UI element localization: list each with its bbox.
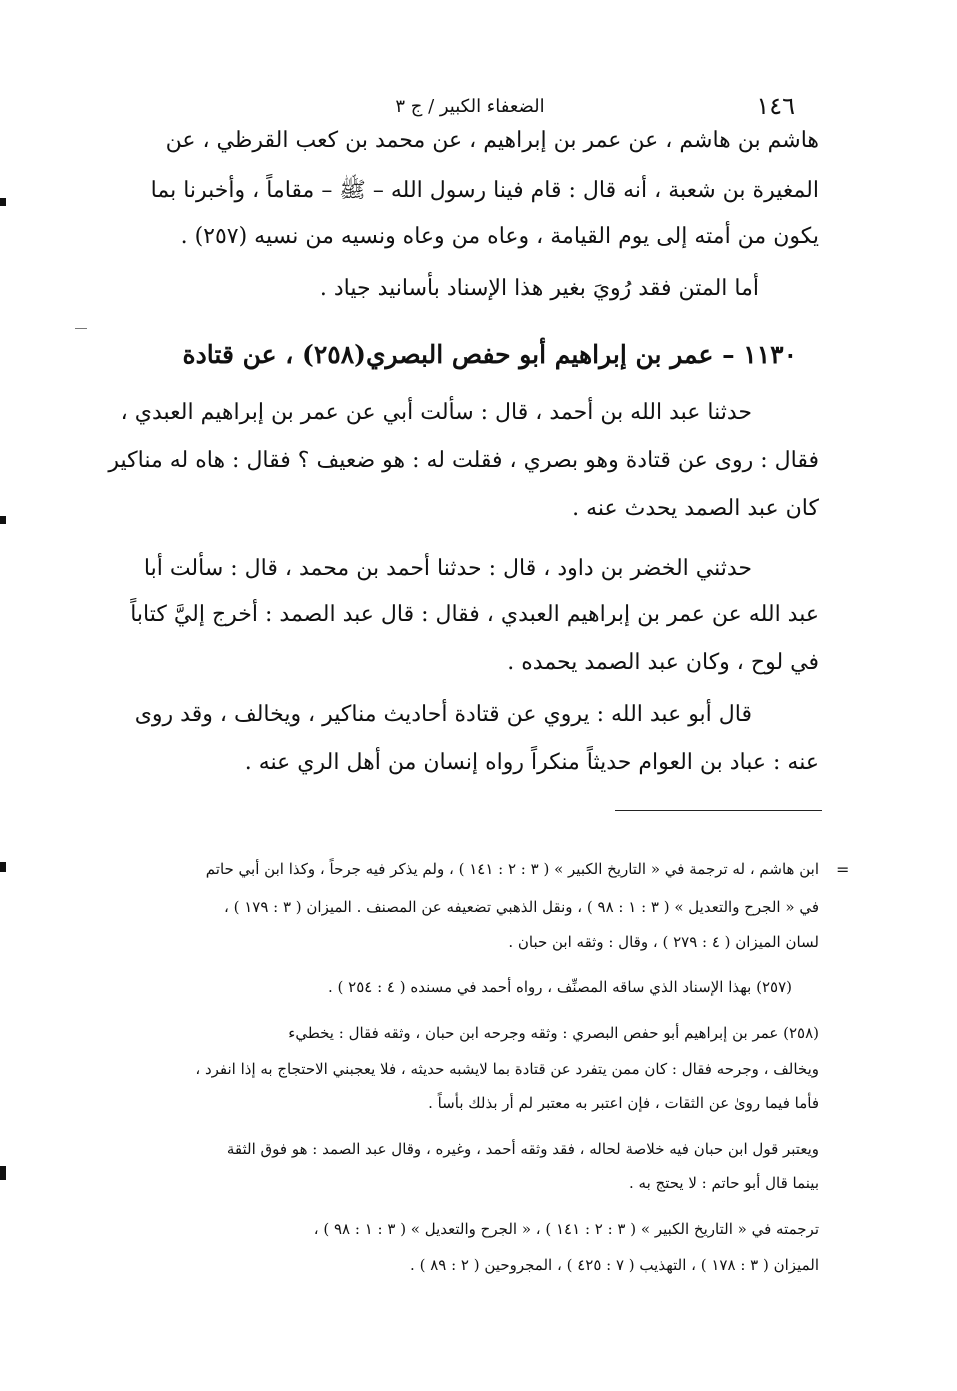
body-line: هاشم بن هاشم ، عن عمر بن إبراهيم ، عن محمد بن كعب القرظي ، عن [165, 128, 819, 153]
continuation-mark: = [836, 860, 850, 879]
footnote-258-line: فأما فيما روىٰ عن الثقات ، فإن اعتبر به معتبر لم أر بذلك بأساً . [428, 1094, 819, 1112]
footnote-258-line: الميزان ( ٣ : ١٧٨ ) ، التهذيب ( ٧ : ٤٢٥ ) ، المجروحين ( ٢ : ٨٩ ) . [410, 1256, 819, 1274]
body-line: أما المتن فقد رُويَ بغير هذا الإسناد بأسانيد جياد . [319, 276, 759, 301]
footnote-258-line: (٢٥٨) عمر بن إبراهيم أبو حفص البصري : وثقه وجرحه ابن حبان ، وثقه فقال : يخطيء [288, 1024, 819, 1042]
page-number: ١٤٦ [756, 92, 795, 120]
footnote-separator [615, 810, 822, 811]
scan-edge-mark [0, 1166, 6, 1180]
body-line: فقال : روى عن قتادة وهو بصري ، فقلت له : هو ضعيف ؟ فقال : هاه له مناكير [108, 448, 819, 473]
entry-heading: ١١٣٠ – عمر بن إبراهيم أبو حفص البصري(٢٥٨) ، عن قتادة [182, 340, 797, 369]
footnote-257: (٢٥٧) بهذا الإسناد الذي ساقه المصنِّف ، رواه أحمد في مسنده ( ٤ : ٢٥٤ ) . [328, 978, 792, 996]
footnote-258-line: ترجمته في « التاريخ الكبير » ( ٣ : ٢ : ١٤١ ) ، « الجرح والتعديل » ( ٣ : ١ : ٩٨ ) ، [313, 1220, 819, 1238]
body-line: في لوح ، وكان عبد الصمد يحمده . [507, 650, 819, 675]
footnote-line: في « الجرح والتعديل » ( ٣ : ١ : ٩٨ ) ، ونقل الذهبي تضعيفه عن المصنف . الميزان ( ٣ : ١٧٩ ) ، [223, 898, 819, 916]
scan-edge-mark [0, 862, 6, 872]
footnote-258-line: ويخالف ، وجرحه فقال : كان ممن يتفرد عن قتادة بما لايشبه حديثه ، فلا يعجبني الاحتجاج به إذا انفرد ، [195, 1060, 819, 1078]
body-line: حدثنا عبد الله بن أحمد ، قال : سألت أبي عن عمر بن إبراهيم العبدي ، [120, 400, 752, 425]
footnote-line: ابن هاشم ، له ترجمة في « التاريخ الكبير » ( ٣ : ٢ : ١٤١ ) ، ولم يذكر فيه جرحاً ، وكذا ابن أبي حاتم [205, 860, 819, 878]
scan-edge-mark [0, 198, 6, 206]
running-header-title: الضعفاء الكبير / ج ٣ [395, 96, 545, 117]
body-line: كان عبد الصمد يحدث عنه . [572, 496, 819, 521]
scan-edge-mark [0, 516, 6, 524]
body-line: المغيرة بن شعبة ، أنه قال : قام فينا رسول الله – ﷺ – مقاماً ، وأخبرنا بما [150, 178, 819, 203]
body-line: عبد الله عن عمر بن إبراهيم العبدي ، فقال : قال عبد الصمد : أخرج إليَّ كتاباً [130, 602, 819, 627]
body-line: يكون من أمته إلى يوم القيامة ، وعاه من وعاه ونسيه من نسيه (٢٥٧) . [180, 224, 819, 249]
body-line: حدثني الخضر بن داود ، قال : حدثنا أحمد بن محمد ، قال : سألت أبا [143, 556, 752, 581]
footnote-258-line: بينما قال أبو حاتم : لا يحتج به . [628, 1174, 819, 1192]
body-line: عنه : عباد بن العوام حديثاً منكراً رواه إنسان من أهل الري عنه . [244, 750, 819, 775]
footnote-line: لسان الميزان ( ٤ : ٢٧٩ ) ، وقال : وثقه ابن حبان . [508, 933, 819, 951]
body-line: قال أبو عبد الله : يروي عن قتادة أحاديث مناكير ، ويخالف ، وقد روى [134, 702, 752, 727]
footnote-258-line: ويعتبر قول ابن حبان فيه خلاصة لحاله ، فقد وثقه أحمد ، وغيره ، وقال عبد الصمد : هو فوق الثقة [226, 1140, 819, 1158]
scan-speck [75, 328, 87, 329]
